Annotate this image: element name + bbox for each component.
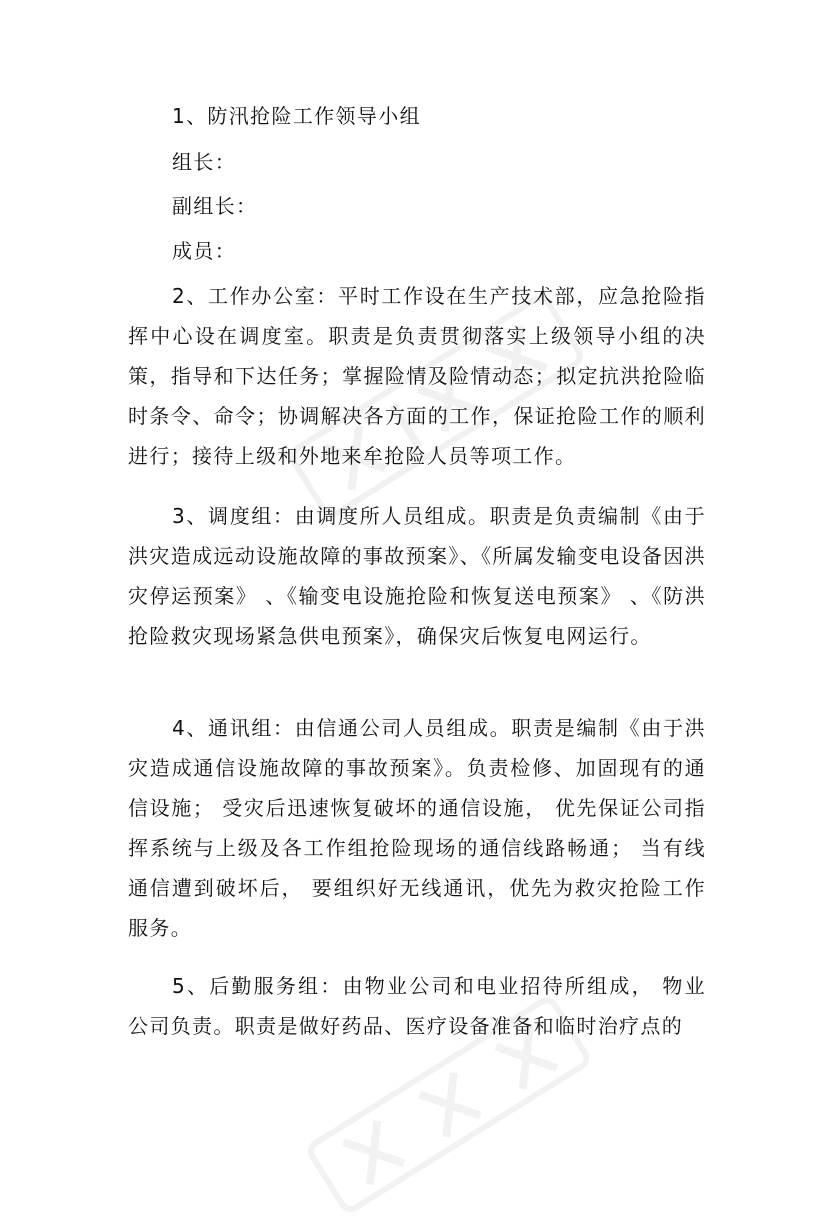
paragraph-communication-group: 4、通讯组：由信通公司人员组成。职责是编制《由于洪灾造成通信设施故障的事故预案》。负责检修、加固现有的通信设施； 受灾后迅速恢复破坏的通信设施， 优先保证公司指挥系统与上级及各工作组抢险现场的通信线路畅通； 当有线通信遭到破坏后， 要组织好无线通讯，优先为救灾抢险工作服务。 <box>128 716 706 940</box>
deputy-leader-label: 副组长： <box>172 194 258 218</box>
members-label: 成员： <box>172 239 237 263</box>
section-heading-leadership: 1、防汛抢险工作领导小组 <box>172 104 421 128</box>
leader-label: 组长： <box>172 150 237 174</box>
paragraph-dispatch-group: 3、调度组：由调度所人员组成。职责是负责编制《由于洪灾造成远动设施故障的事故预案》、《所属发输变电设备因洪灾停运预案》 、《输变电设施抢险和恢复送电预案》 、《防洪抢险救灾现场紧急供电预案》，确保灾后恢复电网运行。 <box>128 504 706 648</box>
paragraph-logistics-group: 5、后勤服务组：由物业公司和电业招待所组成， 物业公司负责。职责是做好药品、医疗设备准备和临时治疗点的 <box>128 974 706 1038</box>
paragraph-work-office: 2、工作办公室：平时工作设在生产技术部，应急抢险指挥中心设在调度室。职责是负责贯彻落实上级领导小组的决策，指导和下达任务；掌握险情及险情动态；拟定抗洪抢险临时条令、命令；协调解决各方面的工作，保证抢险工作的顺利进行；接待上级和外地来牟抢险人员等项工作。 <box>128 284 706 468</box>
